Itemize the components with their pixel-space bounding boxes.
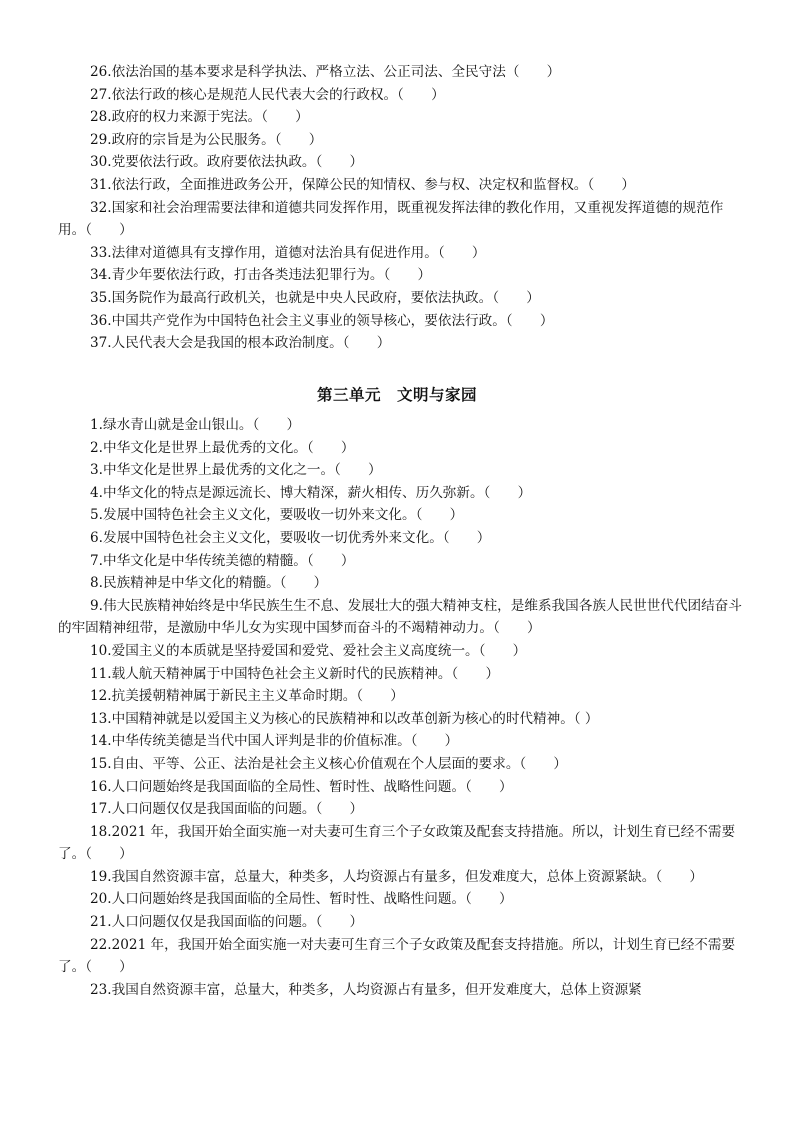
question-item: 30.党要依法行政。政府要依法执政。（ ）: [90, 154, 364, 171]
question-item: 31.依法行政，全面推进政务公开，保障公民的知情权、参与权、决定权和监督权。（ ）: [90, 176, 635, 193]
question-item: 1.绿水青山就是金山银山。（ ）: [90, 417, 301, 433]
question-item: 4.中华文化的特点是源远流长、博大精深，薪火相传、历久弥新。（ ）: [90, 484, 532, 501]
question-item: 14.中华传统美德是当代中国人评判是非的价值标准。（ ）: [90, 733, 459, 750]
question-item: 32.国家和社会治理需要法律和道德共同发挥作用，既重视发挥法律的教化作用，又重视发挥道德的规范作用。（ ）: [58, 199, 724, 239]
question-item: 21.人口问题仅仅是我国面临的问题。（ ）: [90, 914, 364, 931]
question-item: 20.人口问题始终是我国面临的全局性、暂时性、战略性问题。（ ）: [90, 891, 513, 908]
question-item: 12.抗美援朝精神属于新民主主义革命时期。（ ）: [90, 688, 404, 705]
question-item: 28.政府的权力来源于宪法。（ ）: [90, 109, 309, 126]
question-item: 35.国务院作为最高行政机关，也就是中央人民政府，要依法执政。（ ）: [90, 289, 540, 306]
question-item: 37.人民代表大会是我国的根本政治制度。（ ）: [90, 335, 391, 352]
question-item: 36.中国共产党作为中国特色社会主义事业的领导核心，要依法行政。（ ）: [90, 312, 554, 329]
question-item: 8.民族精神是中华文化的精髓。（ ）: [90, 575, 328, 592]
question-item: 29.政府的宗旨是为公民服务。（ ）: [90, 131, 323, 148]
question-item: 22.2021 年，我国开始全面实施一对夫妻可生育三个子女政策及配套支持措施。所以，计划生育已经不需要了。（ ）: [58, 936, 736, 976]
question-item: 26.依法治国的基本要求是科学执法、严格立法、公正司法、全民守法（ ）: [90, 64, 561, 80]
question-item: 11.载人航天精神属于中国特色社会主义新时代的民族精神。（ ）: [90, 665, 500, 682]
question-list-civilization: [58, 414, 742, 1001]
section-heading: 第三单元 文明与家园: [316, 386, 477, 404]
question-item: 18.2021 年，我国开始全面实施一对夫妻可生育三个子女政策及配套支持措施。所以，计划生育已经不需要了。（ ）: [58, 823, 736, 863]
question-item: 13.中国精神就是以爱国主义为核心的民族精神和以改革创新为核心的时代精神。（ ）: [90, 710, 599, 727]
question-item: 7.中华文化是中华传统美德的精髓。（ ）: [90, 552, 355, 569]
question-item: 16.人口问题始终是我国面临的全局性、暂时性、战略性问题。（ ）: [90, 778, 513, 795]
question-item: 15.自由、平等、公正、法治是社会主义核心价值观在个人层面的要求。（ ）: [90, 755, 568, 772]
question-list-law: [58, 61, 742, 355]
question-item: 6.发展中国特色社会主义文化，要吸收一切优秀外来文化。（ ）: [90, 529, 491, 546]
question-item: 34.青少年要依法行政，打击各类违法犯罪行为。（ ）: [90, 267, 432, 284]
question-item: 10.爱国主义的本质就是坚持爱国和爱党、爱社会主义高度统一。（ ）: [90, 642, 527, 659]
question-item: 19.我国自然资源丰富，总量大，种类多，人均资源占有量多，但发难度大，总体上资源紧缺。（ ）: [90, 868, 703, 885]
question-item: 17.人口问题仅仅是我国面临的问题。（ ）: [90, 801, 364, 818]
question-item: 3.中华文化是世界上最优秀的文化之一。（ ）: [90, 462, 382, 479]
question-item: 27.依法行政的核心是规范人民代表大会的行政权。（ ）: [90, 86, 445, 103]
question-item: 23.我国自然资源丰富，总量大，种类多，人均资源占有量多，但开发难度大，总体上资源紧: [90, 981, 642, 998]
question-item: 33.法律对道德具有支撑作用，道德对法治具有促进作用。（ ）: [90, 244, 486, 261]
question-item: 2.中华文化是世界上最优秀的文化。（ ）: [90, 439, 355, 456]
question-item: 5.发展中国特色社会主义文化，要吸收一切外来文化。（ ）: [90, 507, 464, 524]
question-item: 9.伟大民族精神始终是中华民族生生不息、发展壮大的强大精神支柱，是维系我国各族人民世世代代团结奋斗的牢固精神纽带，是激励中华儿女为实现中国梦而奋斗的不竭精神动力。（ ）: [58, 597, 742, 637]
